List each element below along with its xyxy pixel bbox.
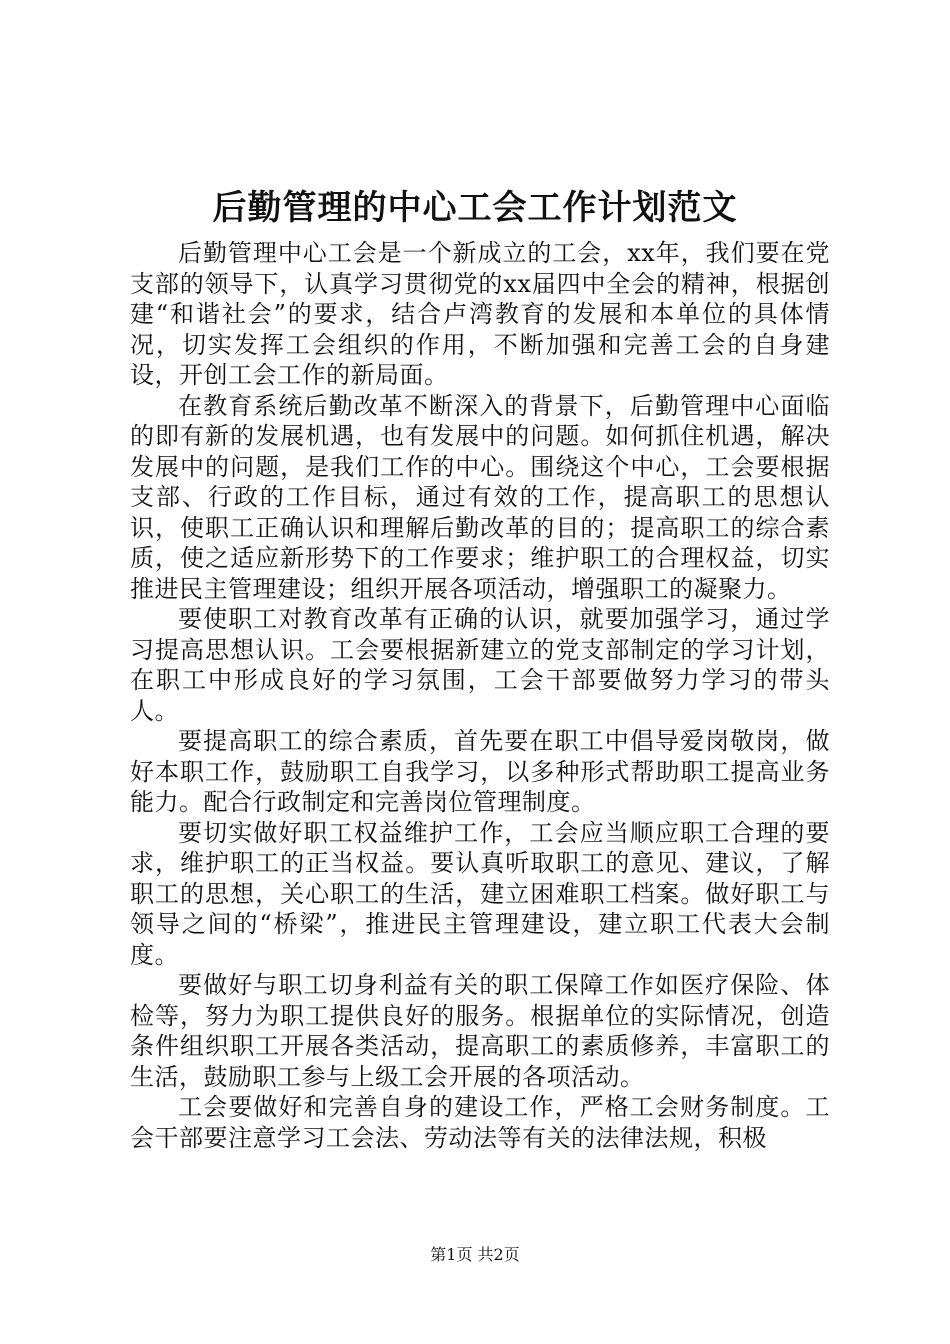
page-number-footer: 第1页 共2页 bbox=[430, 1245, 520, 1264]
paragraph-3: 要使职工对教育改革有正确的认识，就要加强学习，通过学习提高思想认识。工会要根据新建立的党支部制定的学习计划，在职工中形成良好的学习氛围，工会干部要做努力学习的带头人。 bbox=[130, 605, 830, 725]
document-body bbox=[130, 238, 830, 1153]
paragraph-1: 后勤管理中心工会是一个新成立的工会，xx年，我们要在党支部的领导下，认真学习贯彻党的xx届四中全会的精神，根据创建“和谐社会”的要求，结合卢湾教育的发展和本单位的具体情况，切实发挥工会组织的作用，不断加强和完善工会的自身建设，开创工会工作的新局面。 bbox=[130, 239, 830, 389]
paragraph-4: 要提高职工的综合素质，首先要在职工中倡导爱岗敬岗，做好本职工作，鼓励职工自我学习，以多种形式帮助职工提高业务能力。配合行政制定和完善岗位管理制度。 bbox=[130, 727, 830, 816]
document-title: 后勤管理的中心工会工作计划范文 bbox=[212, 188, 738, 228]
paragraph-5: 要切实做好职工权益维护工作，工会应当顺应职工合理的要求，维护职工的正当权益。要认真听取职工的意见、建议，了解职工的思想，关心职工的生活，建立困难职工档案。做好职工与领导之间的“桥梁”，推进民主管理建设，建立职工代表大会制度。 bbox=[130, 818, 830, 969]
paragraph-7: 工会要做好和完善自身的建设工作，严格工会财务制度。工会干部要注意学习工会法、劳动法等有关的法律法规，积极 bbox=[130, 1093, 830, 1152]
paragraph-6: 要做好与职工切身利益有关的职工保障工作如医疗保险、体检等，努力为职工提供良好的服务。根据单位的实际情况，创造条件组织职工开展各类活动，提高职工的素质修养，丰富职工的生活，鼓励职工参与上级工会开展的各项活动。 bbox=[130, 971, 830, 1091]
paragraph-2: 在教育系统后勤改革不断深入的背景下，后勤管理中心面临的即有新的发展机遇，也有发展中的问题。如何抓住机遇，解决发展中的问题，是我们工作的中心。围绕这个中心，工会要根据支部、行政的工作目标，通过有效的工作，提高职工的思想认识，使职工正确认识和理解后勤改革的目的；提高职工的综合素质，使之适应新形势下的工作要求；维护职工的合理权益，切实推进民主管理建设；组织开展各项活动，增强职工的凝聚力。 bbox=[130, 391, 830, 603]
